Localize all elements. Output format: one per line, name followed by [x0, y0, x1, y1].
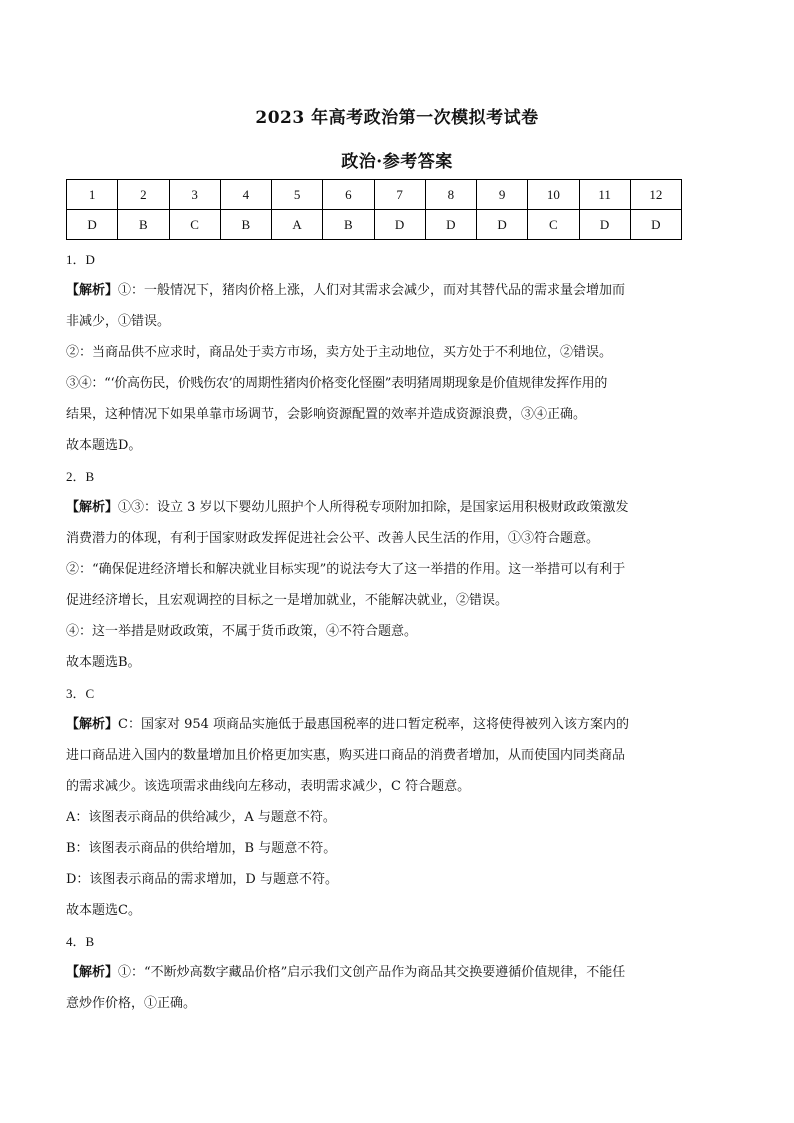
question-answer-line: 3．C	[66, 686, 95, 701]
answer-cell: D	[579, 210, 630, 240]
text-line: 结果，这种情况下如果单靠市场调节，会影响资源配置的效率并造成资源浪费，③④正确。	[66, 407, 587, 422]
question-number-cell: 5	[272, 180, 323, 210]
analysis-text: ①：一般情况下，猪肉价格上涨，人们对其需求会减少，而对其替代品的需求量会增加而	[118, 283, 626, 298]
text-line: 意炒作价格，①正确。	[66, 996, 197, 1011]
analysis-text: ①③：设立 3 岁以下婴幼儿照护个人所得税专项附加扣除，是国家运用积极财政政策激发	[118, 500, 629, 515]
answer-cell: D	[630, 210, 681, 240]
analysis-line	[66, 957, 686, 988]
text-line: ②：“确保促进经济增长和解决就业目标实现”的说法夸大了这一举措的作用。这一举措可以有利于	[66, 562, 626, 577]
question-number-cell: 11	[579, 180, 630, 210]
text-line: 非减少，①错误。	[66, 314, 171, 329]
question-number-cell: 7	[374, 180, 425, 210]
text-line: 的需求减少。该选项需求曲线向左移动，表明需求减少，C 符合题意。	[66, 779, 471, 794]
text-line: 促进经济增长，且宏观调控的目标之一是增加就业，不能解决就业，②错误。	[66, 593, 509, 608]
answer-table-number-row	[67, 180, 682, 210]
question-number-cell: 1	[67, 180, 118, 210]
answer-cell: B	[220, 210, 271, 240]
text-line: 故本题选D。	[66, 438, 142, 453]
question-number-cell: 12	[630, 180, 681, 210]
analysis-line	[66, 709, 686, 740]
analysis-text: ①：“不断炒高数字藏品价格”启示我们文创产品作为商品其交换要遵循价值规律，不能任	[118, 965, 626, 980]
analysis-line	[66, 275, 686, 306]
text-line: ④：这一举措是财政政策，不属于货币政策，④不符合题意。	[66, 624, 418, 639]
answer-cell: D	[425, 210, 476, 240]
text-line: 进口商品进入国内的数量增加且价格更加实惠，购买进口商品的消费者增加，从而使国内同类商品	[66, 748, 626, 763]
analysis-label: 【解析】	[66, 965, 119, 980]
question-answer-line: 4．B	[66, 934, 95, 949]
answer-cell: B	[118, 210, 169, 240]
text-line: ②：当商品供不应求时，商品处于卖方市场，卖方处于主动地位，买方处于不利地位，②错误。	[66, 345, 613, 360]
answer-cell: D	[67, 210, 118, 240]
page-title: 2023 年高考政治第一次模拟考试卷	[255, 108, 539, 128]
text-line: A：该图表示商品的供给减少，A 与题意不符。	[66, 810, 336, 825]
question-number-cell: 2	[118, 180, 169, 210]
text-line: 故本题选C。	[66, 903, 141, 918]
answer-table	[66, 179, 682, 240]
text-line: ③④：“‘价高伤民，价贱伤农’的周期性猪肉价格变化怪圈”表明猪周期现象是价值规律发挥作用的	[66, 376, 608, 391]
analysis-text: C：国家对 954 项商品实施低于最惠国税率的进口暂定税率，这将使得被列入该方案内的	[118, 717, 630, 732]
analysis-label: 【解析】	[66, 500, 119, 515]
answer-cell: C	[528, 210, 579, 240]
question-answer-line: 2．B	[66, 469, 95, 484]
answer-cell: D	[477, 210, 528, 240]
answer-cell: C	[169, 210, 220, 240]
answer-table-answer-row	[67, 210, 682, 240]
question-number-cell: 10	[528, 180, 579, 210]
text-line: D：该图表示商品的需求增加，D 与题意不符。	[66, 872, 338, 887]
analysis-line	[66, 492, 686, 523]
question-number-cell: 4	[220, 180, 271, 210]
question-number-cell: 3	[169, 180, 220, 210]
text-line: 消费潜力的体现，有利于国家财政发挥促进社会公平、改善人民生活的作用，①③符合题意。	[66, 531, 600, 546]
answer-cell: B	[323, 210, 374, 240]
page-subtitle: 政治·参考答案	[341, 152, 453, 172]
question-number-cell: 9	[477, 180, 528, 210]
answer-cell: A	[272, 210, 323, 240]
analysis-label: 【解析】	[66, 283, 119, 298]
answer-analysis-body	[66, 244, 686, 1019]
question-number-cell: 8	[425, 180, 476, 210]
question-answer-line: 1．D	[66, 252, 95, 267]
text-line: B：该图表示商品的供给增加，B 与题意不符。	[66, 841, 337, 856]
answer-cell: D	[374, 210, 425, 240]
analysis-label: 【解析】	[66, 717, 119, 732]
text-line: 故本题选B。	[66, 655, 141, 670]
question-number-cell: 6	[323, 180, 374, 210]
